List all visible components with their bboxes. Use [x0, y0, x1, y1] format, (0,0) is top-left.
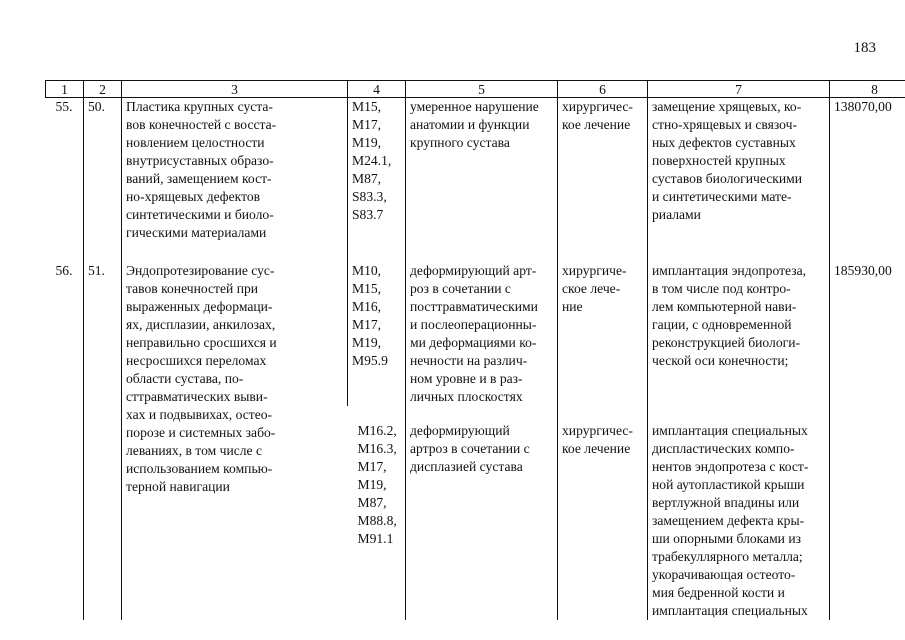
diagnosis-codes-cell [348, 422, 406, 620]
text-line: кое лечение [562, 117, 631, 132]
text-line: риалами [652, 207, 701, 222]
text-line: леваниях, в том числе с [126, 443, 262, 458]
text-line: имплантация специальных [652, 423, 808, 438]
column-number-8: 8 [830, 81, 905, 98]
text-line: ваний, замещением кост- [126, 171, 272, 186]
text-line: кое лечение [562, 441, 631, 456]
text-line: терной навигации [126, 479, 230, 494]
text-line: замещением дефекта кры- [652, 513, 805, 528]
text-line: Пластика крупных суста- [126, 99, 273, 114]
text-line: хирургиче- [562, 263, 627, 278]
code: S83.7 [352, 207, 384, 222]
medical-procedures-table [45, 80, 905, 620]
text-line: порозе и системных забо- [126, 425, 276, 440]
text-line: и синтетическими мате- [652, 189, 792, 204]
procedure-name-cell [122, 262, 348, 620]
text-line: ческой оси конечности; [652, 353, 789, 368]
text-line: артроз в сочетании с [410, 441, 530, 456]
code: M16.3, [357, 441, 397, 456]
code: S83.3, [352, 189, 387, 204]
text-line: ми деформациями ко- [410, 335, 537, 350]
code: M17, [357, 459, 387, 474]
text-line: неправильно сросшихся и [126, 335, 277, 350]
code: M95.9 [352, 353, 388, 368]
table-row [46, 98, 905, 243]
code: M16.2, [357, 423, 397, 438]
text-line: ское лече- [562, 281, 621, 296]
treatment-method-cell [648, 262, 830, 406]
text-line: новлением целостности [126, 135, 265, 150]
text-line: анатомии и функции [410, 117, 530, 132]
text-line: ши опорными блоками из [652, 531, 801, 546]
text-line: суставов биологическими [652, 171, 803, 186]
text-line: хах и подвывихах, остео- [126, 407, 273, 422]
text-line: вов конечностей с восста- [126, 117, 277, 132]
text-line: нентов эндопротеза с кост- [652, 459, 809, 474]
row-spacer [46, 242, 905, 262]
text-line: сттравматических выви- [126, 389, 268, 404]
text-line: и послеоперационны- [410, 317, 537, 332]
text-line: замещение хрящевых, ко- [652, 99, 802, 114]
code: M16, [352, 299, 382, 314]
table-row [46, 262, 905, 406]
text-line: имплантация эндопротеза, [652, 263, 807, 278]
text-line: посттравматическими [410, 299, 538, 314]
row-number: 56. [55, 263, 73, 278]
diagnosis-codes-cell [348, 262, 406, 406]
column-number-7: 7 [648, 81, 830, 98]
code: M19, [357, 477, 387, 492]
text-line: внутрисуставных образо- [126, 153, 274, 168]
text-line: ях, дисплазии, анкилозах, [126, 317, 276, 332]
treatment-method-cell [648, 422, 830, 620]
patient-model-cell [406, 98, 558, 243]
text-line: деформирующий [410, 423, 510, 438]
text-line: ние [562, 299, 583, 314]
text-line: стно-хрящевых и связоч- [652, 117, 797, 132]
code: M91.1 [357, 531, 394, 546]
text-line: тавов конечностей при [126, 281, 259, 296]
text-line: роз в сочетании с [410, 281, 511, 296]
text-line: дисплазией сустава [410, 459, 523, 474]
text-line: гическими материалами [126, 225, 267, 240]
text-line: выраженных деформаци- [126, 299, 273, 314]
text-line: но-хрящевых дефектов [126, 189, 261, 204]
text-line: гации, с одновременной [652, 317, 792, 332]
column-number-3: 3 [122, 81, 348, 98]
treatment-type-cell [558, 262, 648, 406]
column-number-1: 1 [46, 81, 84, 98]
code: M15, [352, 99, 382, 114]
code: M17, [352, 317, 382, 332]
text-line: ных дефектов суставных [652, 135, 796, 150]
text-line: хирургичес- [562, 99, 633, 114]
cost-cell: 185930,00 [830, 262, 905, 620]
text-line: умеренное нарушение [410, 99, 539, 114]
code: M88.8, [357, 513, 397, 528]
text-line: ной аутопластикой крыши [652, 477, 805, 492]
text-line: области сустава, по- [126, 371, 244, 386]
column-number-5: 5 [406, 81, 558, 98]
row-subnumber: 51. [84, 262, 122, 620]
text-line: хирургичес- [562, 423, 633, 438]
text-line: деформирующий арт- [410, 263, 537, 278]
code: M17, [352, 117, 382, 132]
text-line: в том числе под контро- [652, 281, 791, 296]
treatment-type-cell [558, 422, 648, 620]
text-line: имплантация специальных [652, 603, 808, 618]
text-line: крупного сустава [410, 135, 510, 150]
text-line: реконструкцией биологи- [652, 335, 800, 350]
patient-model-cell [406, 422, 558, 620]
text-line: личных плоскостях [410, 389, 523, 404]
procedure-name-cell [122, 98, 348, 243]
text-line: мия бедренной кости и [652, 585, 785, 600]
text-line: поверхностей крупных [652, 153, 786, 168]
text-line: синтетическими и биоло- [126, 207, 274, 222]
code: M87, [352, 171, 382, 186]
text-line: несросшихся переломах [126, 353, 267, 368]
code: M19, [352, 135, 382, 150]
column-number-2: 2 [84, 81, 122, 98]
text-line: ном уровне и в раз- [410, 371, 523, 386]
text-line: использованием компью- [126, 461, 273, 476]
text-line: вертлужной впадины или [652, 495, 800, 510]
treatment-type-cell [558, 98, 648, 243]
column-number-4: 4 [348, 81, 406, 98]
column-number-header-row [46, 81, 905, 98]
code: M19, [352, 335, 382, 350]
code: M87, [357, 495, 387, 510]
code: M10, [352, 263, 382, 278]
row-subnumber: 50. [84, 98, 122, 243]
cost-cell: 138070,00 [830, 98, 905, 243]
text-line: лем компьютерной нави- [652, 299, 797, 314]
text-line: диспластических компо- [652, 441, 795, 456]
text-line: Эндопротезирование сус- [126, 263, 275, 278]
treatment-method-cell [648, 98, 830, 243]
diagnosis-codes-cell [348, 98, 406, 243]
text-line: трабекуллярного металла; [652, 549, 803, 564]
page-number: 183 [853, 40, 876, 56]
text-line: укорачивающая остеото- [652, 567, 796, 582]
text-line: нечности на различ- [410, 353, 528, 368]
code: M15, [352, 281, 382, 296]
code: M24.1, [352, 153, 392, 168]
row-number: 55. [55, 99, 73, 114]
column-number-6: 6 [558, 81, 648, 98]
patient-model-cell [406, 262, 558, 406]
